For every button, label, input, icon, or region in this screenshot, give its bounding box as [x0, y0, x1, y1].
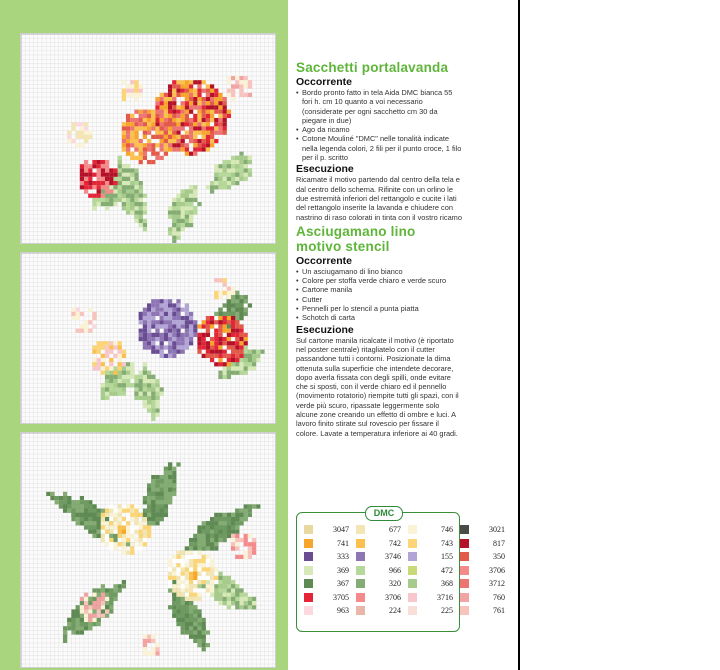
dmc-code: 3712 — [489, 579, 505, 589]
legend-swatch — [304, 577, 356, 591]
color-chip — [304, 539, 313, 548]
legend-swatch — [356, 604, 408, 618]
dmc-code: 3706 — [489, 565, 505, 575]
legend-swatch — [356, 577, 408, 591]
color-chip — [356, 579, 365, 588]
legend-swatch — [460, 591, 512, 605]
cross-stitch-chart-white-lilies — [20, 432, 276, 668]
dmc-code: 350 — [493, 552, 505, 562]
dmc-code: 677 — [389, 525, 401, 535]
legend-row — [304, 564, 512, 578]
dmc-code: 3706 — [385, 592, 401, 602]
dmc-code: 3746 — [385, 552, 401, 562]
dmc-code: 963 — [337, 606, 349, 616]
legend-swatch — [304, 591, 356, 605]
list-item: • Ago da ricamo — [296, 125, 462, 134]
color-chip — [408, 539, 417, 548]
chart-grid-white-lilies — [21, 433, 275, 667]
legend-swatch — [304, 604, 356, 618]
legend-swatch — [356, 564, 408, 578]
legend-swatch — [304, 550, 356, 564]
esecuzione-heading: Esecuzione — [296, 163, 354, 176]
color-chip — [304, 566, 313, 575]
legend-row — [304, 550, 512, 564]
color-chip — [408, 552, 417, 561]
dmc-code: 742 — [389, 538, 401, 548]
color-chip — [304, 593, 313, 602]
legend-swatch — [460, 523, 512, 537]
materials-list — [296, 267, 462, 323]
chart-grid-violet-roses — [21, 253, 275, 423]
dmc-code: 3716 — [437, 592, 453, 602]
dmc-color-legend — [296, 508, 505, 632]
legend-swatch — [460, 577, 512, 591]
cross-stitch-chart-poppies — [20, 33, 276, 244]
color-chip — [356, 566, 365, 575]
legend-swatch — [408, 564, 460, 578]
legend-swatch — [304, 537, 356, 551]
dmc-code: 367 — [337, 579, 349, 589]
legend-swatch — [304, 564, 356, 578]
legend-row — [304, 537, 512, 551]
list-item: • Pennelli per lo stencil a punta piatta — [296, 304, 462, 313]
dmc-code: 472 — [441, 565, 453, 575]
legend-swatch — [408, 604, 460, 618]
dmc-code: 817 — [493, 538, 505, 548]
color-chip — [460, 539, 469, 548]
color-chip — [356, 593, 365, 602]
dmc-code: 224 — [389, 606, 401, 616]
color-chip — [460, 525, 469, 534]
dmc-code: 333 — [337, 552, 349, 562]
legend-swatch — [460, 550, 512, 564]
color-chip — [460, 552, 469, 561]
color-chip — [356, 552, 365, 561]
list-item: • Cartone manila — [296, 285, 462, 294]
section-title: Asciugamano lino motivo stencil — [296, 223, 416, 254]
legend-swatch — [356, 523, 408, 537]
legend-swatch — [408, 577, 460, 591]
dmc-badge: DMC — [365, 506, 403, 521]
dmc-code: 155 — [441, 552, 453, 562]
dmc-code: 966 — [389, 565, 401, 575]
legend-swatch — [460, 604, 512, 618]
legend-row — [304, 523, 512, 537]
dmc-code: 320 — [389, 579, 401, 589]
dmc-code: 3047 — [333, 525, 349, 535]
section-title: Sacchetti portalavanda — [296, 60, 449, 75]
legend-grid — [304, 523, 512, 618]
occorrente-heading: Occorrente — [296, 76, 353, 88]
list-item: • Colore per stoffa verde chiaro e verde scuro — [296, 276, 462, 285]
color-chip — [408, 566, 417, 575]
chart-grid-poppies — [21, 34, 275, 243]
legend-row — [304, 577, 512, 591]
color-chip — [304, 579, 313, 588]
section-sacchetti — [296, 60, 462, 222]
color-chip — [356, 606, 365, 615]
dmc-code: 760 — [493, 592, 505, 602]
legend-row — [304, 591, 512, 605]
legend-swatch — [356, 537, 408, 551]
esecuzione-text: Sul cartone manila ricalcate il motivo (è riportato nel poster centrale) ritagliatelo con il cutter passandone tutti i contorni. Posizionate la dima ottenuta sulla superficie che intendete decorare, dopo averla fissata con degli spilli, onde evitare che si sposti, con il verde chiaro ed il pennello (movimento rotatorio) riempite tutti gli spazi, con il verde più scuro, ripassate leggermente solo alcune zone creando un effetto di ombre e luci. A lavoro finito stirate sul rovescio per fissare il colore. Lavate a temperatura inferiore ai 40 gradi. — [296, 335, 459, 438]
section-asciugamano — [296, 224, 462, 438]
legend-row — [304, 604, 512, 618]
dmc-code: 225 — [441, 606, 453, 616]
dmc-code: 3705 — [333, 592, 349, 602]
dmc-code: 368 — [441, 579, 453, 589]
legend-swatch — [460, 537, 512, 551]
dmc-code: 741 — [337, 538, 349, 548]
legend-swatch — [356, 591, 408, 605]
color-chip — [304, 606, 313, 615]
list-item: • Cotone Mouliné "DMC" nelle tonalità indicate nella legenda colori, 2 fili per il punto croce, 1 filo per il p. scritto — [296, 134, 462, 162]
dmc-code: 369 — [337, 565, 349, 575]
legend-swatch — [304, 523, 356, 537]
dmc-code: 746 — [441, 525, 453, 535]
legend-swatch — [408, 537, 460, 551]
cross-stitch-chart-violet-roses — [20, 252, 276, 424]
list-item: • Bordo pronto fatto in tela Aida DMC bianca 55 fori h. cm 10 quanto a voi necessario (considerate per ogni sacchetto cm 30 da piegare in due) — [296, 88, 462, 125]
list-item: • Schotch di carta — [296, 313, 462, 322]
color-chip — [408, 593, 417, 602]
esecuzione-heading: Esecuzione — [296, 323, 354, 336]
color-chip — [460, 579, 469, 588]
materials-list — [296, 88, 462, 162]
esecuzione-text: Ricamate il motivo partendo dal centro della tela e dal centro dello schema. Rifinite con un orlino le due estremità inferiori del rettangolo e cucite i lati del rettangolo inserite la lavanda e chiudere con nastrino di raso colorati in tinta con il vostro ricamo — [296, 175, 462, 222]
color-chip — [408, 606, 417, 615]
list-item: • Cutter — [296, 295, 462, 304]
dmc-code: 761 — [493, 606, 505, 616]
list-item: • Un asciugamano di lino bianco — [296, 267, 462, 276]
instructions-column — [296, 60, 462, 438]
dmc-code: 743 — [441, 538, 453, 548]
legend-swatch — [408, 523, 460, 537]
color-chip — [460, 593, 469, 602]
legend-swatch — [460, 564, 512, 578]
color-chip — [460, 606, 469, 615]
color-chip — [304, 525, 313, 534]
dmc-code: 3021 — [489, 525, 505, 535]
color-chip — [460, 566, 469, 575]
color-chip — [356, 525, 365, 534]
page-edge-line — [518, 0, 520, 670]
color-chip — [304, 552, 313, 561]
color-chip — [408, 525, 417, 534]
color-chip — [356, 539, 365, 548]
legend-swatch — [408, 550, 460, 564]
legend-swatch — [408, 591, 460, 605]
color-chip — [408, 579, 417, 588]
occorrente-heading: Occorrente — [296, 254, 353, 267]
legend-swatch — [356, 550, 408, 564]
